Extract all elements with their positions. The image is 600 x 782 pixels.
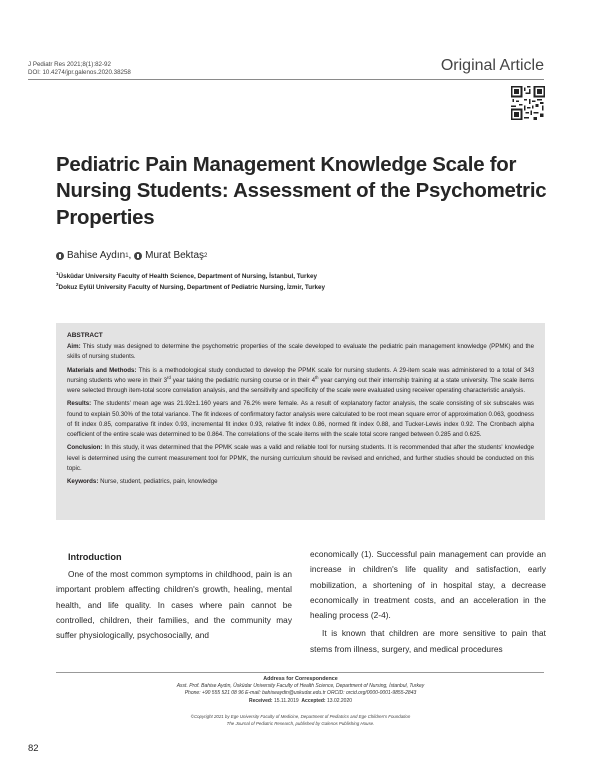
author-name: Murat Bektaş <box>145 250 205 261</box>
qr-code-icon[interactable] <box>511 86 545 120</box>
abstract-conclusion: Conclusion: In this study, it was determined that the PPMK scale was a valid and reliable tool for nursing students. It is recommended that after the students' knowledge level is determined using the current measurement tool for PPMK, the nursing curriculum should be revised and enriched, and further studies should be conducted on this topic. <box>67 444 534 472</box>
orcid-icon[interactable] <box>134 252 142 260</box>
author-separator: , <box>128 250 135 261</box>
section-heading-introduction: Introduction <box>68 552 122 562</box>
correspondence-heading: Address for Correspondence <box>263 676 338 682</box>
body-paragraph: It is known that children are more sensitive to pain that stems from illness, surgery, and medical procedures <box>310 629 546 654</box>
author-list <box>56 250 207 261</box>
abstract-keywords: Keywords: Nurse, student, pediatrics, pain, knowledge <box>67 478 218 485</box>
abstract-methods: Materials and Methods: This is a methodological study conducted to develop the PPMK scale for nursing students. A 29-item scale was administered to a total of 343 nursing students who were in their 3rd year taking the pediatric nursing course or in their 4th year carrying out their internship training at a state university. The scale items were selected through item-total score correlation analysis, and the sensitivity and specificity of the scale were evaluated using receiver operating characteristic analysis. <box>67 366 534 394</box>
journal-citation: J Pediatr Res 2021;8(1):82-92 <box>28 61 111 68</box>
abstract-heading: ABSTRACT <box>67 332 103 339</box>
correspondence-block <box>56 676 545 705</box>
affiliation-1: $^1$Üsküdar University Faculty of Health Science, Department of Nursing, İstanbul, Turkey <box>56 271 317 281</box>
article-title: Pediatric Pain Management Knowledge Scale for Nursing Students: Assessment of the Psychometric Properties <box>56 154 547 229</box>
article-type: Original Article <box>440 57 544 74</box>
author-affiliation-mark: 2 <box>204 252 208 259</box>
body-paragraph: economically (1). Successful pain management can provide an increase in children's life quality and satisfaction, early mobilization, a shortening of in hospital stay, a decrease economically in treatment costs, and an acceleration in the healing process (2-4). <box>310 550 546 621</box>
body-paragraph: One of the most common symptoms in childhood, pain is an important problem affecting children's growth, healing, mental health, and life quality. In cases where pain cannot be controlled, children, their families, and the community may suffer physiologically, psychosocially, and <box>56 570 292 641</box>
page-number: 82 <box>28 743 39 754</box>
abstract-aim: Aim: This study was designed to determine the psychometric properties of the scale developed to evaluate the pediatric pain management knowledge (PPMK) and the skills of nursing students. <box>67 343 534 361</box>
body-column-right <box>310 547 546 657</box>
received-accepted-dates: Received: 15.11.2019 Accepted: 13.02.2020 <box>248 697 353 704</box>
correspondence-address: Asst. Prof. Bahise Aydın, Üsküdar University Faculty of Health Science, Department of Nursing, İstanbul, Turkey <box>176 683 425 690</box>
orcid-icon[interactable] <box>56 252 64 260</box>
abstract-box <box>56 323 545 520</box>
correspondence-contact[interactable]: Phone: +90 555 521 08 96 E-mail: bahiseaydin@uskudar.edu.tr ORCID: orcid.org/0000-0001-9855-2843 <box>184 690 417 697</box>
author-affiliation-mark: 1 <box>125 252 129 259</box>
body-column-left <box>56 547 292 643</box>
header-divider <box>28 79 544 80</box>
author-name: Bahise Aydın <box>67 250 126 261</box>
footer-divider <box>56 672 544 673</box>
journal-doi[interactable]: DOI: 10.4274/jpr.galenos.2020.38258 <box>28 69 131 77</box>
affiliation-2: $^2$Dokuz Eylül University Faculty of Nursing, Department of Pediatric Nursing, İzmir, Turkey <box>56 282 326 292</box>
copyright-notice: ©Copyright 2021 by Ege University Faculty of Medicine, Department of Pediatrics and Ege Children's Foundation The Journal of Pediatric Research, published by Galenos Publishing House. <box>190 714 411 726</box>
abstract-results: Results: The students' mean age was 21.92±1.160 years and 76.2% were female. As a result of explanatory factor analysis, the scale consisting of six subscales was found to explain 50.30% of the total variance. The fit indexes of confirmatory factor analysis were calculated to be root mean square error of approximation 0.063, goodness of fit index 0.85, comparative fit index 0.93, incremental fit index 0.93, relative fit index 0.86, normed fit index 0.88, and Tucker-Lewis index 0.92. The Cronbach alpha coefficient of the entire scale was determined to be 0.864. The correlations of the scale items with the scale total score ranged between 0.285 and 0.625. <box>67 400 534 438</box>
journal-reference <box>28 61 131 78</box>
